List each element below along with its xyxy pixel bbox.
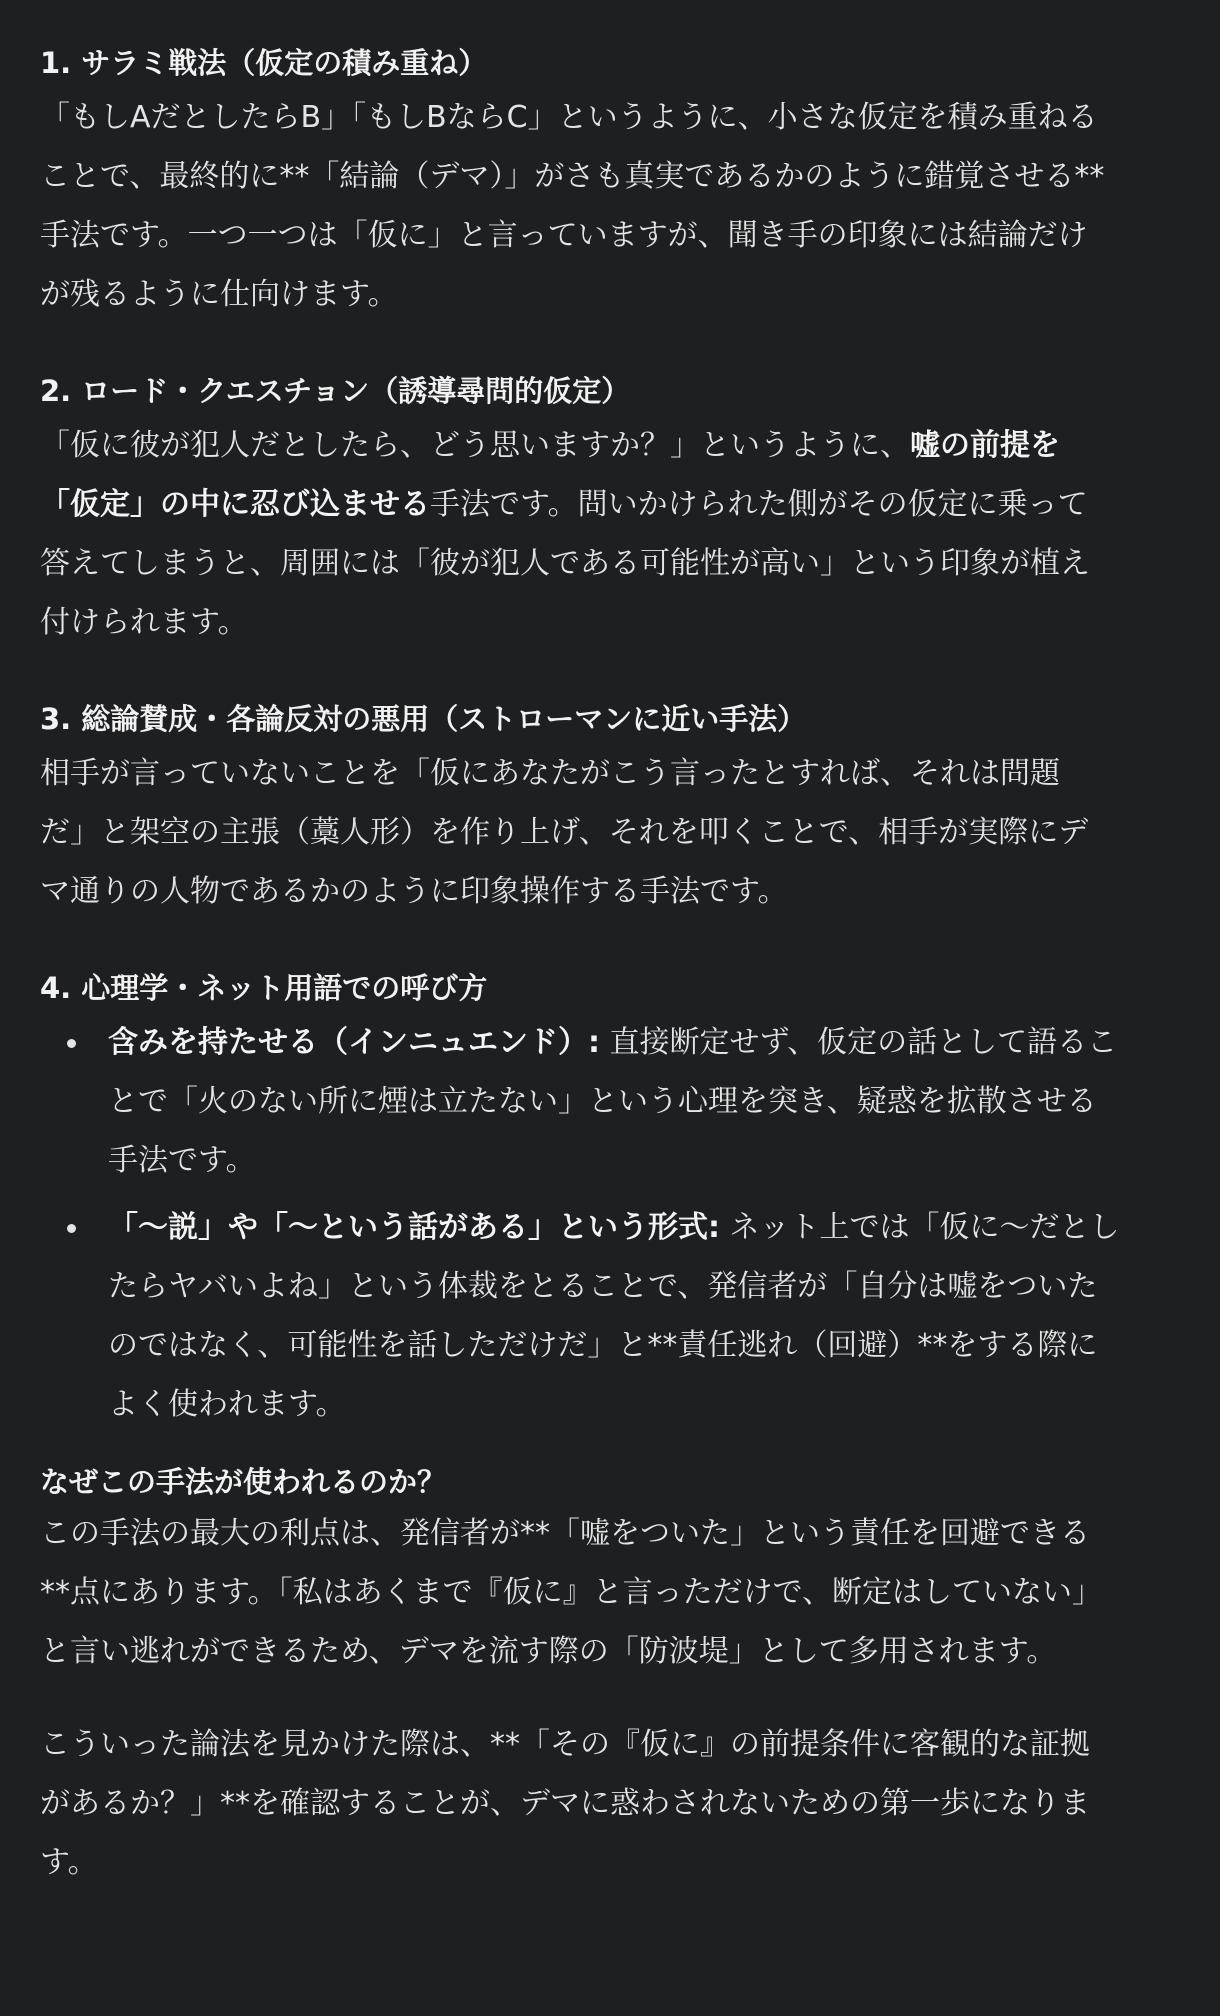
bullet-term: 「〜説」や「〜という話がある」という形式: [108, 1210, 720, 1245]
bullet-line [108, 1198, 1180, 1257]
section-3-line: だ」と架空の主張（藁人形）を作り上げ、それを叩くことで、相手が実際にデ [40, 815, 1089, 850]
spacer [40, 1434, 1180, 1460]
section-4-bullet-list [40, 1013, 1180, 1434]
section-2-line [40, 416, 1180, 475]
why-line: この手法の最大の利点は、発信者が**「嘘をついた」という責任を回避できる [40, 1516, 1090, 1551]
bullet-item-rumor-format [40, 1198, 1180, 1434]
bullet-item-innuendo [40, 1013, 1180, 1190]
bullet-line: のではなく、可能性を話しただけだ」と**責任逃れ（回避）**をする際に [108, 1328, 1098, 1363]
why-line: と言い逃れができるため、デマを流す際の「防波堤」として多用されます。 [40, 1634, 1057, 1669]
bullet-dot-icon [67, 1224, 76, 1233]
section-2-body [40, 416, 1180, 652]
section-2-emphasis: 「仮定」の中に忍び込ませる [40, 487, 430, 522]
section-1-line: ことで、最終的に**「結論（デマ）」がさも真実であるかのように錯覚させる** [40, 159, 1105, 194]
section-1-line: 「もしAだとしたらB」「もしBならC」というように、小さな仮定を積み重ねる [40, 100, 1098, 135]
why-line: **点にあります。「私はあくまで『仮に』と言っただけで、断定はしていない」 [40, 1575, 1102, 1610]
section-4-title: 4. 心理学・ネット用語での呼び方 [40, 971, 488, 1005]
closing-line: があるか？」**を確認することが、デマに惑わされないための第一歩になりま [40, 1786, 1090, 1821]
section-3-line: 相手が言っていないことを「仮にあなたがこう言ったとすれば、それは問題 [40, 756, 1060, 791]
bullet-line: とで「火のない所に煙は立たない」という心理を突き、疑惑を拡散させる [108, 1084, 1097, 1119]
section-1-body [40, 88, 1180, 324]
section-1-line: が残るように仕向けます。 [40, 277, 398, 312]
section-2-line: 答えてしまうと、周囲には「彼が犯人である可能性が高い」という印象が植え [40, 546, 1090, 581]
spacer [40, 921, 1180, 963]
section-1-title: 1. サラミ戦法（仮定の積み重ね） [40, 46, 488, 80]
spacer [40, 652, 1180, 694]
closing-line: す。 [40, 1845, 98, 1880]
section-2-emphasis: 嘘の前提を [910, 428, 1060, 463]
section-3-line: マ通りの人物であるかのように印象操作する手法です。 [40, 874, 788, 909]
section-2-title: 2. ロード・クエスチョン（誘導尋問的仮定） [40, 374, 631, 408]
bullet-line: たらヤバいよね」という体裁をとることで、発信者が「自分は嘘をついた [108, 1269, 1098, 1304]
bullet-line: よく使われます。 [108, 1387, 346, 1422]
bullet-term: 含みを持たせる（インニュエンド）: [108, 1025, 600, 1060]
section-2-text: 手法です。問いかけられた側がその仮定に乗って [430, 487, 1088, 522]
bullet-line: 手法です。 [108, 1143, 256, 1178]
closing-body [40, 1715, 1180, 1892]
spacer [40, 1681, 1180, 1715]
bullet-text: ネット上では「仮に〜だとし [720, 1210, 1120, 1245]
section-2-line [40, 475, 1180, 534]
section-2-text: 「仮に彼が犯人だとしたら、どう思いますか？」というように、 [40, 428, 910, 463]
section-3-body [40, 744, 1180, 921]
section-3-title: 3. 総論賛成・各論反対の悪用（ストローマンに近い手法） [40, 702, 807, 736]
bullet-line [108, 1013, 1180, 1072]
section-1-line: 手法です。一つ一つは「仮に」と言っていますが、聞き手の印象には結論だけ [40, 218, 1088, 253]
why-body [40, 1504, 1180, 1681]
why-title: なぜこの手法が使われるのか？ [40, 1465, 447, 1499]
bullet-dot-icon [67, 1039, 76, 1048]
spacer [40, 324, 1180, 366]
closing-line: こういった論法を見かけた際は、**「その『仮に』の前提条件に客観的な証拠 [40, 1727, 1090, 1762]
bullet-text: 直接断定せず、仮定の話として語るこ [600, 1025, 1118, 1060]
section-2-line: 付けられます。 [40, 605, 248, 640]
